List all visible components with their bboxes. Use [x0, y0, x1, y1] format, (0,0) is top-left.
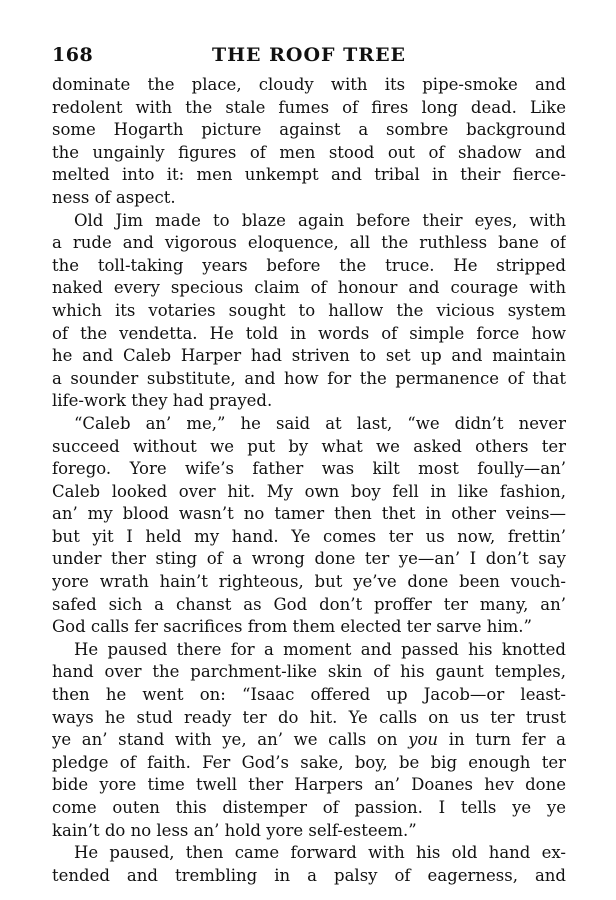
text-line: “Caleb an’ me,” he said at last, “we didn’t never: [74, 413, 566, 433]
text-line: Caleb looked over hit. My own boy fell in like fashion,: [52, 481, 566, 501]
text-line: bide yore time twell ther Harpers an’ Doanes hev done: [52, 775, 566, 795]
text-line: redolent with the stale fumes of fires long dead. Like: [52, 97, 566, 117]
text-line: He paused there for a moment and passed his knotted: [74, 639, 566, 659]
text-line: melted into it: men unkempt and tribal in their fierce-: [52, 165, 566, 185]
text-line: the toll-taking years before the truce. He stripped: [52, 255, 566, 275]
emphasized-word: you: [408, 730, 439, 750]
text-line: ways he stud ready ter do hit. Ye calls on us ter trust: [52, 707, 566, 727]
text-line: ness of aspect.: [52, 187, 176, 207]
text-line: he and Caleb Harper had striven to set up and maintain: [52, 346, 566, 366]
text-line: kain’t do no less an’ hold yore self-esteem.”: [52, 820, 417, 840]
text-fragment: in turn fer a: [438, 730, 566, 750]
text-line: a rude and vigorous eloquence, all the ruthless bane of: [52, 233, 566, 253]
text-line: yore wrath hain’t righteous, but ye’ve done been vouch-: [52, 572, 566, 592]
text-line: hand over the parchment-like skin of his gaunt temples,: [52, 662, 566, 682]
text-line: pledge of faith. Fer God’s sake, boy, be big enough ter: [52, 752, 566, 772]
text-line: come outen this distemper of passion. I tells ye ye: [52, 798, 566, 817]
text-line: which its votaries sought to hallow the vicious system: [52, 300, 566, 320]
text-line: naked every specious claim of honour and courage with: [52, 278, 566, 298]
text-line: dominate the place, cloudy with its pipe-smoke and: [52, 75, 566, 94]
text-line: under ther sting of a wrong done ter ye—an’ I don’t say: [52, 549, 566, 569]
text-line: then he went on: “Isaac offered up Jacob—or least-: [52, 685, 566, 705]
text-line: Old Jim made to blaze again before their eyes, with: [74, 210, 566, 230]
text-line: succeed without we put by what we asked others ter: [52, 436, 566, 456]
text-line: the ungainly figures of men stood out of shadow and: [52, 142, 566, 162]
text-line: a sounder substitute, and how for the permanence of that: [52, 368, 566, 388]
body-text: [52, 74, 566, 887]
text-line: God calls fer sacrifices from them elected ter sarve him.”: [52, 617, 532, 637]
page-header: [52, 44, 566, 74]
running-title: THE ROOF TREE: [211, 44, 407, 66]
book-page: [52, 44, 566, 887]
page-number: 168: [52, 44, 94, 66]
text-line: tended and trembling in a palsy of eagerness, and: [52, 865, 566, 885]
text-line: some Hogarth picture against a sombre background: [52, 120, 566, 140]
text-line: He paused, then came forward with his old hand ex-: [74, 843, 566, 863]
text-line: but yit I held my hand. Ye comes ter us now, frettin’: [52, 526, 566, 546]
text-fragment: ye an’ stand with ye, an’ we calls on: [52, 730, 409, 750]
text-line: safed sich a chanst as God don’t proffer ter many, an’: [52, 594, 566, 614]
text-line: of the vendetta. He told in words of simple force how: [52, 323, 566, 343]
text-line: life-work they had prayed.: [52, 391, 273, 411]
text-line: [52, 729, 566, 752]
text-line: an’ my blood wasn’t no tamer then thet in other veins—: [52, 504, 566, 524]
text-line: forego. Yore wife’s father was kilt most foully—an’: [52, 459, 566, 479]
